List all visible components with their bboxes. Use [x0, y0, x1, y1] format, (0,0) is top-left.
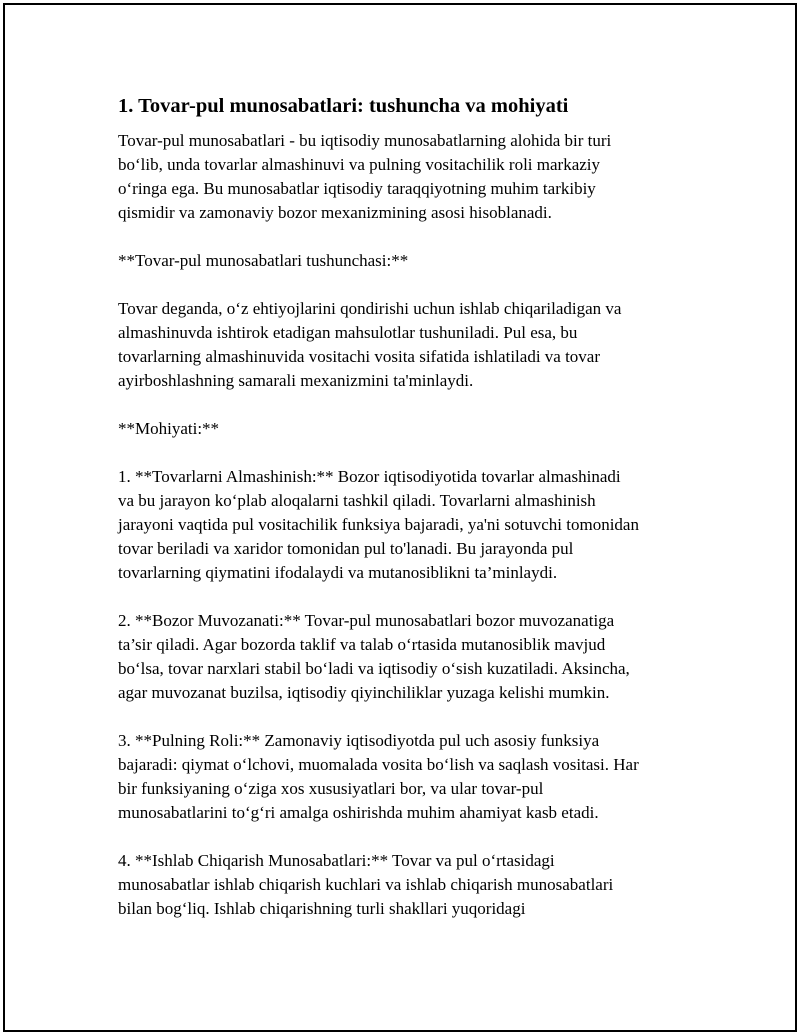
text-line: bilan bog‘liq. Ishlab chiqarishning turli shakllari yuqoridagi [118, 899, 526, 918]
subheading-concept [118, 249, 688, 273]
text-line: munosabatlar ishlab chiqarish kuchlari va ishlab chiqarish munosabatlari [118, 875, 614, 894]
text-line: tovar beriladi va xaridor tomonidan pul to'lanadi. Bu jarayonda pul [118, 539, 574, 558]
text-line: Tovar deganda, o‘z ehtiyojlarini qondirishi uchun ishlab chiqariladigan va [118, 299, 622, 318]
paragraph-concept [118, 297, 688, 393]
text-line: va bu jarayon ko‘plab aloqalarni tashkil qiladi. Tovarlarni almashinish [118, 491, 596, 510]
text-line: agar muvozanat buzilsa, iqtisodiy qiyinchiliklar yuzaga kelishi mumkin. [118, 683, 610, 702]
paragraph-intro [118, 129, 688, 225]
text-line: bo‘lib, unda tovarlar almashinuvi va pulning vositachilik roli markaziy [118, 155, 601, 174]
text-line: bir funksiyaning o‘ziga xos xususiyatlari bor, va ular tovar-pul [118, 779, 544, 798]
text-line: **Tovar-pul munosabatlari tushunchasi:** [118, 251, 409, 270]
text-line: 1. **Tovarlarni Almashinish:** Bozor iqtisodiyotida tovarlar almashinadi [118, 467, 621, 486]
text-line: Tovar-pul munosabatlari - bu iqtisodiy munosabatlarning alohida bir turi [118, 131, 612, 150]
list-item-4 [118, 849, 688, 921]
section-title: 1. Tovar-pul munosabatlari: tushuncha va mohiyati [118, 95, 569, 117]
document-body [118, 92, 688, 945]
list-item-3 [118, 729, 688, 825]
list-item-2 [118, 609, 688, 705]
text-line: tovarlarning almashinuvida vositachi vosita sifatida ishlatiladi va tovar [118, 347, 601, 366]
text-line: bo‘lsa, tovar narxlari stabil bo‘ladi va iqtisodiy o‘sish kuzatiladi. Aksincha, [118, 659, 630, 678]
text-line: o‘ringa ega. Bu munosabatlar iqtisodiy taraqqiyotning muhim tarkibiy [118, 179, 596, 198]
text-line: almashinuvda ishtirok etadigan mahsulotlar tushuniladi. Pul esa, bu [118, 323, 578, 342]
text-line: bajaradi: qiymat o‘lchovi, muomalada vosita bo‘lish va saqlash vositasi. Har [118, 755, 639, 774]
text-line: tovarlarning qiymatini ifodalaydi va mutanosiblikni ta’minlaydi. [118, 563, 558, 582]
text-line: ta’sir qiladi. Agar bozorda taklif va talab o‘rtasida mutanosiblik mavjud [118, 635, 606, 654]
subheading-essence [118, 417, 688, 441]
text-line: ayirboshlashning samarali mexanizmini ta'minlaydi. [118, 371, 474, 390]
text-line: munosabatlarini to‘g‘ri amalga oshirishda muhim ahamiyat kasb etadi. [118, 803, 599, 822]
text-line: jarayoni vaqtida pul vositachilik funksiya bajaradi, ya'ni sotuvchi tomonidan [118, 515, 639, 534]
text-line: 2. **Bozor Muvozanati:** Tovar-pul munosabatlari bozor muvozanatiga [118, 611, 615, 630]
text-line: 4. **Ishlab Chiqarish Munosabatlari:** Tovar va pul o‘rtasidagi [118, 851, 555, 870]
text-line: **Mohiyati:** [118, 419, 220, 438]
text-line: 3. **Pulning Roli:** Zamonaviy iqtisodiyotda pul uch asosiy funksiya [118, 731, 600, 750]
text-line: qismidir va zamonaviy bozor mexanizmining asosi hisoblanadi. [118, 203, 552, 222]
list-item-1 [118, 465, 688, 585]
